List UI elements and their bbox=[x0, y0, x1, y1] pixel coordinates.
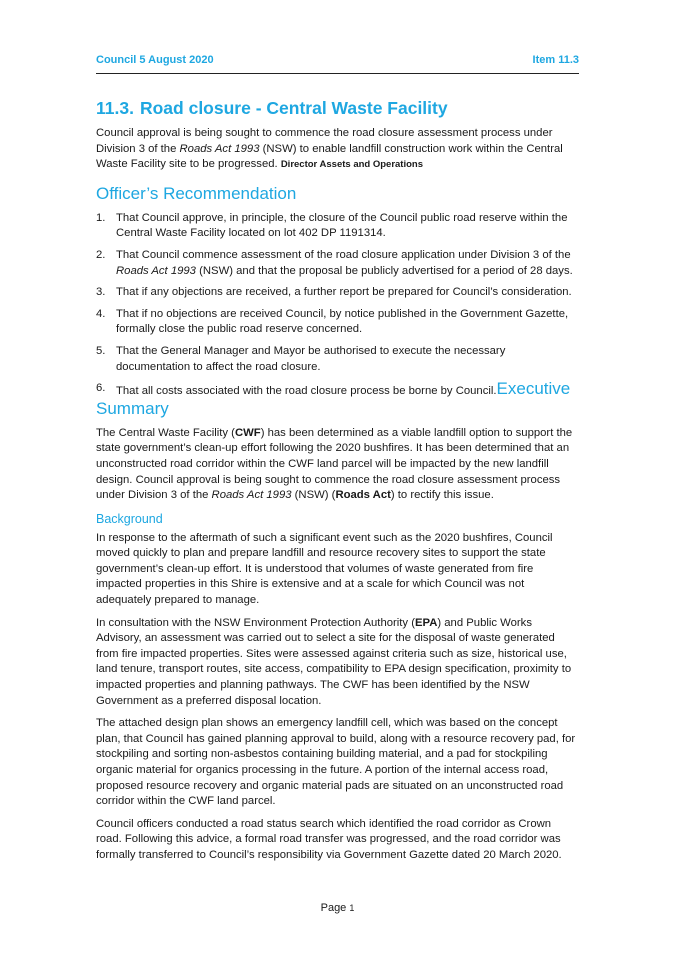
executive-summary-heading-cont: Summary bbox=[96, 398, 169, 418]
page-header bbox=[96, 54, 579, 66]
page-footer bbox=[0, 902, 675, 914]
intro-paragraph: Council approval is being sought to commence the road closure assessment process under Division 3 of the Roads Act 1993 (NSW) to enable landfill construction work within the Central Waste Facility site to be progressed. Director Assets and Operations bbox=[96, 127, 563, 171]
recommendation-heading: Officer’s Recommendation bbox=[96, 183, 297, 203]
header-divider bbox=[96, 73, 579, 74]
list-item: 1. That Council approve, in principle, the closure of the Council public road reserve within the Central Waste Facility located on lot 402 DP 1191314. bbox=[96, 211, 568, 240]
background-paragraph-4: Council officers conducted a road status search which identified the road corridor as Crown road. Following this advice, a formal road transfer was progressed, and the road corridor was formally transferred to Council’s responsibility via Government Gazette dated 20 March 2020. bbox=[96, 817, 562, 861]
list-item: 6. That all costs associated with the road closure process be borne by Council.Executive bbox=[96, 379, 571, 399]
meeting-date: Council 5 August 2020 bbox=[96, 54, 214, 66]
item-number: Item 11.3 bbox=[532, 54, 579, 66]
title-number: 11.3. bbox=[96, 98, 134, 118]
act-reference: Roads Act 1993 bbox=[211, 489, 292, 502]
list-item: 5. That the General Manager and Mayor be authorised to execute the necessary documentation to affect the road closure. bbox=[96, 344, 506, 373]
background-paragraph-1: In response to the aftermath of such a significant event such as the 2020 bushfires, Council moved quickly to plan and prepare landfill and resource recovery sites to support the state government’s clean-up effort. It is understood that volumes of waste generated from fire impacted properties in this Shire is extensive and at a scale for which Council was not adequately prepared to manage. bbox=[96, 531, 553, 607]
page-number: 1 bbox=[349, 903, 355, 913]
title-text: Road closure - Central Waste Facility bbox=[139, 98, 448, 118]
report-author: Director Assets and Operations bbox=[280, 159, 424, 171]
background-paragraph-2: In consultation with the NSW Environment Protection Authority (EPA) and Public Works Advisory, an assessment was carried out to select a site for the disposal of waste generated from fire impacted properties. Sites were assessed against criteria such as size, historical use, land tenure, transport routes, site access, compatibility to EPA design specification, proximity to impacted properties and planning pathways. The CWF has been identified by the NSW Government as a preferred disposal location. bbox=[96, 616, 572, 707]
background-paragraph-3: The attached design plan shows an emergency landfill cell, which was based on the concept plan, that Council has gained planning approval to build, along with a resource recovery pad, for stockpiling and sorting non-asbestos containing building material, and a pad for stockpiling organic material for organics processing in the future. A portion of the internal access road, proposed resource recovery and organic material pads are situated on an unconstructed road corridor within the CWF land parcel. bbox=[96, 717, 576, 808]
act-reference: Roads Act 1993 bbox=[179, 142, 260, 155]
page-content bbox=[96, 96, 579, 871]
page-label: Page bbox=[320, 902, 347, 914]
executive-summary-heading: Executive bbox=[496, 379, 571, 399]
list-item: 4. That if no objections are received Council, by notice published in the Government Gazette, formally close the public road reserve concerned. bbox=[96, 307, 569, 336]
list-item: 2. That Council commence assessment of the road closure application under Division 3 of the Roads Act 1993 (NSW) and that the proposal be publicly advertised for a period of 28 days. bbox=[96, 248, 573, 277]
executive-summary-paragraph: The Central Waste Facility (CWF) has been determined as a viable landfill option to support the state government’s clean-up effort following the 2020 bushfires. It has been determined that an unconstructed road corridor within the CWF land parcel will be impacted by the new landfill design. Council approval is being sought to commence the road closure assessment process under Division 3 of the Roads Act 1993 (NSW) (Roads Act) to rectify this issue. bbox=[96, 426, 573, 502]
list-item: 3. That if any objections are received, a further report be prepared for Council’s consideration. bbox=[96, 286, 572, 299]
act-reference: Roads Act 1993 bbox=[116, 264, 196, 277]
page-title bbox=[96, 96, 579, 120]
background-heading: Background bbox=[96, 511, 163, 526]
recommendation-list bbox=[96, 211, 579, 400]
